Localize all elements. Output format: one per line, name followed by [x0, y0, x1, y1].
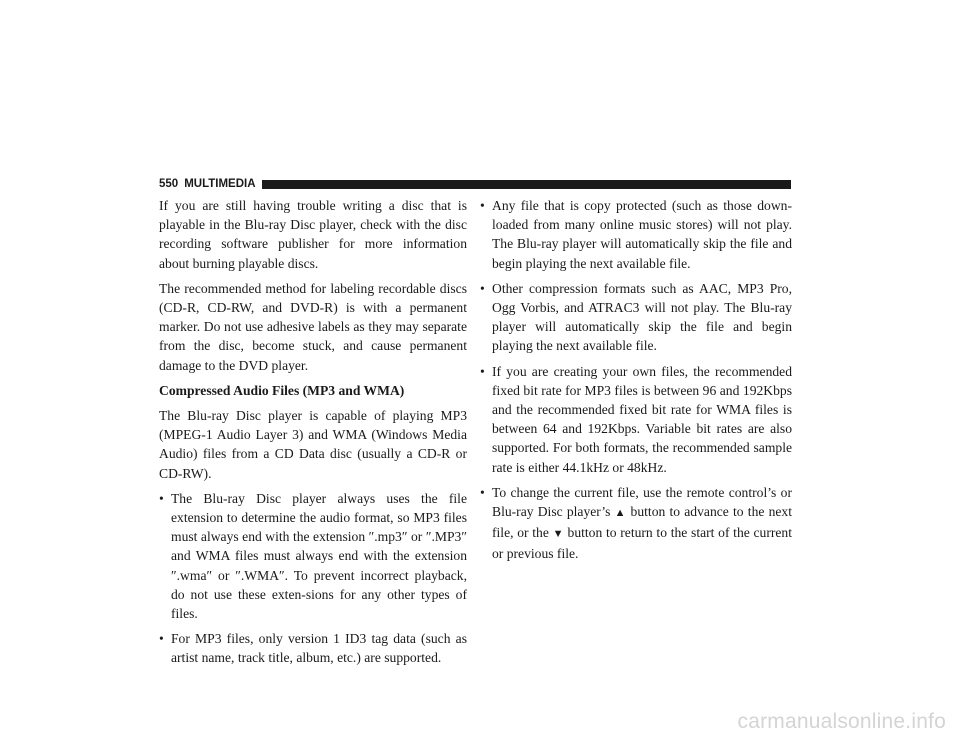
- up-arrow-icon: ▲: [614, 507, 627, 520]
- bullet-icon: •: [480, 484, 485, 500]
- paragraph-labeling: The recommended method for labeling recordable discs (CD-R, CD-RW, and DVD-R) is with a permanent marker. Do not use adhesive labels as they may separate from the disc, become stuck, and cause permanent damage to the DVD player.: [159, 280, 467, 373]
- section-title: MULTIMEDIA: [184, 178, 256, 190]
- right-bullet-list: [480, 196, 792, 564]
- bullet-icon: •: [480, 198, 485, 213]
- paragraph-burning-trouble: If you are still having trouble writing a disc that is playable in the Blu-ray Disc player, check with the disc recording software publisher for more information about burning playable discs.: [159, 198, 467, 271]
- list-item-text: The Blu-ray Disc player always uses the file extension to determine the audio format, so MP3 files must always end with the extension ″.mp3″ or ″.MP3″ and WMA files must always end with the extension ″.wma″ or ″.WMA″. To prevent incorrect playback, do not use these exten-sions for any other types of files.: [171, 490, 467, 622]
- left-column: [159, 196, 467, 674]
- list-item-text: button to return to the start of the current or previous file.: [492, 525, 792, 562]
- list-item-text: Other compression formats such as AAC, MP3 Pro, Ogg Vorbis, and ATRAC3 will not play. The Blu-ray player will automatically skip the file and begin playing the next available file.: [492, 280, 792, 354]
- bullet-icon: •: [480, 363, 485, 379]
- bullet-icon: •: [480, 280, 485, 296]
- right-column: [480, 196, 792, 570]
- heading-compressed-audio: Compressed Audio Files (MP3 and WMA): [159, 382, 405, 398]
- left-bullet-list: [159, 489, 467, 668]
- list-item-text: If you are creating your own files, the recommended fixed bit rate for MP3 files is between 96 and 192Kbps and the recommended fixed bit rate for WMA files is between 64 and 192Kbps. Variable bit rates are also supported. For both formats, the recommended sample rate is either 44.1kHz or 48kHz.: [492, 363, 792, 475]
- bullet-icon: •: [159, 490, 164, 506]
- list-item-text: Any file that is copy protected (such as those down-loaded from many online music stores) will not play. The Blu-ray player will automatically skip the file and begin playing the next available file.: [492, 198, 792, 271]
- list-item: [480, 362, 792, 477]
- list-item: [480, 279, 792, 356]
- list-item: [159, 629, 467, 667]
- list-item-text: For MP3 files, only version 1 ID3 tag data (such as artist name, track title, album, etc.) are supported.: [171, 631, 467, 666]
- bullet-icon: •: [159, 631, 164, 647]
- list-item-text: To change the current file, use the remote control’s or Blu-ray Disc player’s: [492, 484, 792, 520]
- list-item: [159, 489, 467, 623]
- list-item-text: button to advance to the next file, or the: [492, 504, 793, 541]
- paragraph-mp3-wma-capability: The Blu-ray Disc player is capable of playing MP3 (MPEG-1 Audio Layer 3) and WMA (Windows Media Audio) files from a CD Data disc (usually a CD-R or CD-RW).: [159, 408, 467, 481]
- list-item: [480, 196, 792, 273]
- watermark: carmanualsonline.info: [737, 710, 946, 733]
- page-header: [159, 177, 791, 191]
- header-rule: [262, 180, 791, 189]
- page-number: 550: [159, 178, 179, 190]
- down-arrow-icon: ▼: [552, 528, 564, 541]
- list-item: [480, 483, 792, 564]
